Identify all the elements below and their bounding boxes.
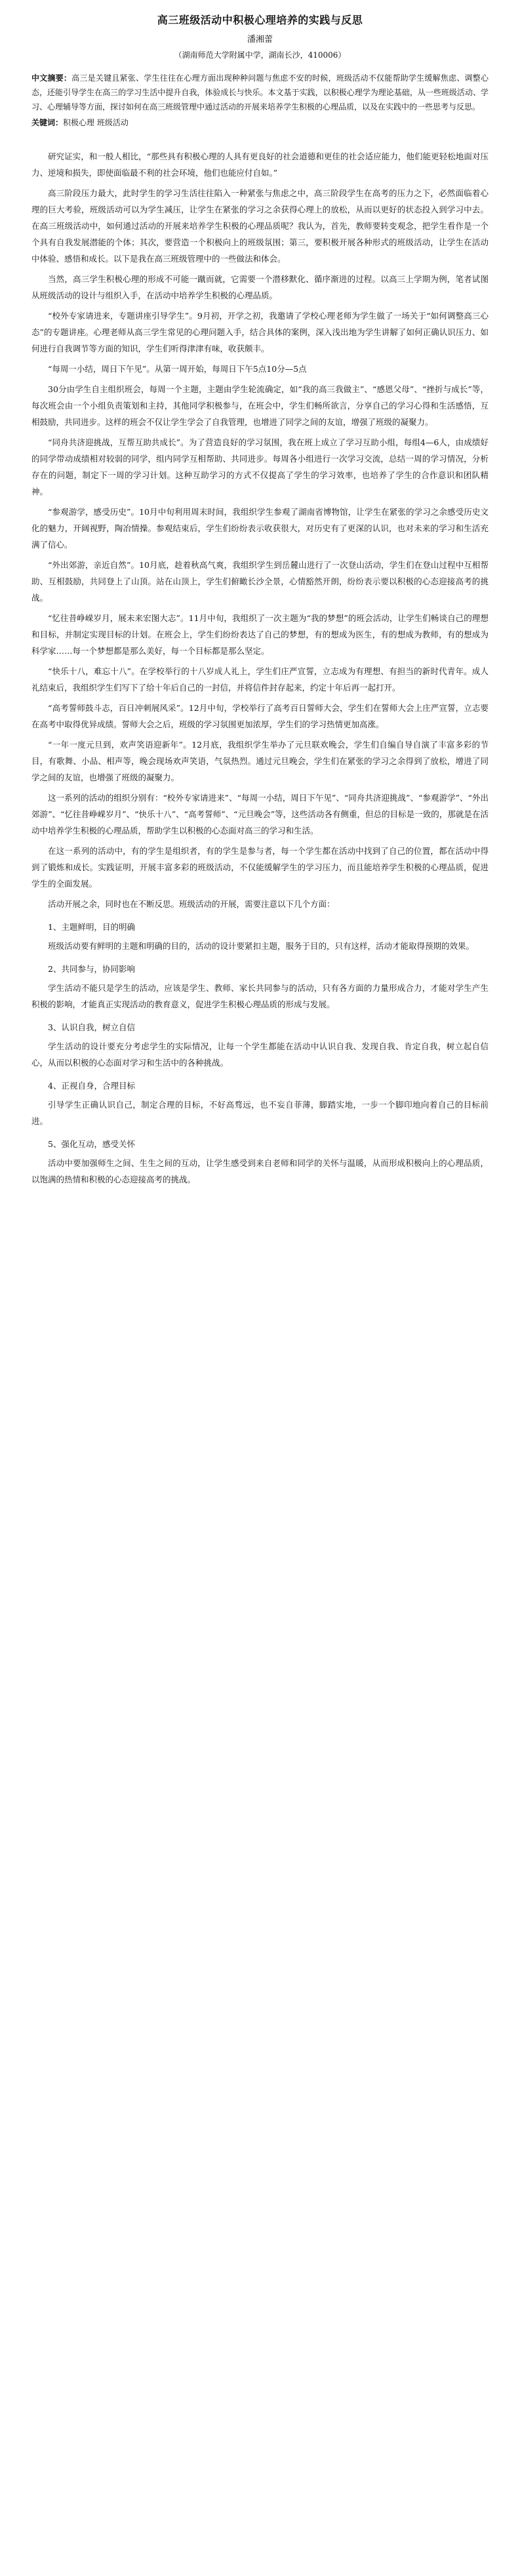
- body-paragraph: “校外专家请进来，专题讲座引导学生”。9月初，开学之初，我邀请了学校心理老师为学生做了一场关于“如何调整高三心态”的专题讲座。心理老师从高三学生常见的心理问题入手，结合具体的案例，深入浅出地为学生讲解了如何正确认识压力、如何进行自我调节等方面的知识，学生们听得津津有味，收获颇丰。: [31, 311, 489, 353]
- body-paragraph: 这一系列的活动的组织分别有：“校外专家请进来”、“每周一小结，周日下午见”、“同舟共济迎挑战”、“参观游学”、“外出郊游”、“忆往昔峥嵘岁月”、“快乐十八”、“高考誓师”、“元旦晚会”等，这些活动各有侧重，但总的目标是一致的，那就是在活动中培养学生积极的心理品质，帮助学生以积极的心态面对高三的学习和生活。: [31, 793, 489, 835]
- body-paragraph: “参观游学，感受历史”。10月中旬利用周末时间，我组织学生参观了湖南省博物馆，让学生在紧张的学习之余感受历史文化的魅力，开阔视野，陶冶情操。参观结束后，学生们纷纷表示收获很大，对历史有了更深的认识，也对未来的学习和生活充满了信心。: [31, 507, 489, 550]
- abstract-label: 中文摘要：: [31, 73, 72, 83]
- keywords-label: 关键词：: [31, 118, 64, 127]
- body-paragraph: 30分由学生自主组织班会，每周一个主题，主题由学生轮流确定，如“我的高三我做主”、“感恩父母”、“挫折与成长”等，每次班会由一个小组负责策划和主持，其他同学积极参与，在班会中，学生们畅所欲言，分享自己的学习心得和生活感悟，互相鼓励，共同进步。这样的班会不仅让学生学会了自我管理，也增进了同学之间的友谊，增强了班级的凝聚力。: [31, 384, 489, 427]
- body-paragraph: “一年一度元旦到，欢声笑语迎新年”。12月底，我组织学生举办了元旦联欢晚会，学生们自编自导自演了丰富多彩的节目，有歌舞、小品、相声等，晚会现场欢声笑语，气氛热烈。通过元旦晚会，学生们在紧张的学习之余得到了放松，增进了同学之间的友谊，也增强了班级的凝聚力。: [31, 740, 489, 782]
- body-paragraph: “外出郊游，亲近自然”。10月底，趁着秋高气爽，我组织学生到岳麓山进行了一次登山活动，学生们在登山过程中互相帮助、互相鼓励，共同登上了山顶。站在山顶上，学生们俯瞰长沙全景，心情豁然开朗，纷纷表示要以积极的心态迎接高考的挑战。: [31, 560, 489, 603]
- body-paragraph: “忆往昔峥嵘岁月，展未来宏图大志”。11月中旬，我组织了一次主题为“我的梦想”的班会活动，让学生们畅谈自己的理想和目标，并制定实现目标的计划。在班会上，学生们纷纷表达了自己的梦想，有的想成为医生，有的想成为教师，有的想成为科学家……每一个梦想都是那么美好，每一个目标都是那么坚定。: [31, 613, 489, 656]
- section-heading: 4、正视自身，合理目标: [48, 1081, 135, 1091]
- body-paragraph: 学生活动不能只是学生的活动，应该是学生、教师、家长共同参与的活动，只有各方面的力量形成合力，才能对学生产生积极的影响，才能真正实现活动的教育意义，促进学生积极心理品质的形成与发展。: [31, 983, 489, 1009]
- body-paragraph: 活动中要加强师生之间、生生之间的互动，让学生感受到来自老师和同学的关怀与温暖，从而形成积极向上的心理品质，以饱满的热情和积极的心态迎接高考的挑战。: [31, 1158, 489, 1184]
- body-paragraph: “高考誓师鼓斗志，百日冲刺展风采”。12月中旬，学校举行了高考百日誓师大会，学生们在誓师大会上庄严宣誓，立志要在高考中取得优异成绩。誓师大会之后，班级的学习氛围更加浓厚，学生们的学习热情更加高涨。: [31, 703, 489, 729]
- body-paragraph: 在这一系列的活动中，有的学生是组织者，有的学生是参与者，每一个学生都在活动中找到了自己的位置，都在活动中得到了锻炼和成长。实践证明，开展丰富多彩的班级活动，不仅能缓解学生的学习压力，而且能培养学生积极的心理品质，促进学生的全面发展。: [31, 846, 489, 889]
- body-paragraph: “同舟共济迎挑战，互帮互助共成长”。为了营造良好的学习氛围，我在班上成立了学习互助小组，每组4—6人，由成绩好的同学带动成绩相对较弱的同学，组内同学互相帮助、共同进步。每周各小组进行一次学习交流，总结一周的学习情况，分析存在的问题，制定下一周的学习计划。这种互助学习的方式不仅提高了学生的学习效率，也培养了学生的合作意识和团队精神。: [31, 437, 489, 496]
- author-affiliation: （湖南师范大学附属中学，湖南长沙，410006）: [174, 50, 346, 60]
- paper-body: [31, 148, 489, 1188]
- keywords-text: 积极心理 班级活动: [63, 118, 129, 127]
- author-name: 潘湘蕾: [247, 35, 273, 45]
- abstract: [31, 71, 489, 114]
- section-heading: 2、共同参与，协同影响: [48, 964, 135, 974]
- body-paragraph: 学生活动的设计要充分考虑学生的实际情况，让每一个学生都能在活动中认识自我、发现自我、肯定自我，树立起自信心，从而以积极的心态面对学习和生活中的各种挑战。: [31, 1041, 489, 1068]
- body-paragraph: “快乐十八，难忘十八”。在学校举行的十八岁成人礼上，学生们庄严宣誓，立志成为有理想、有担当的新时代青年。成人礼结束后，我组织学生们写下了给十年后自己的一封信，并将信件封存起来，约定十年后再一起打开。: [31, 666, 489, 693]
- section-heading: 3、认识自我，树立自信: [48, 1022, 135, 1032]
- keywords: [31, 115, 489, 130]
- section-heading: 1、主题鲜明，目的明确: [48, 922, 135, 932]
- body-paragraph: 研究证实，和一般人相比，“那些具有积极心理的人具有更良好的社会道德和更佳的社会适应能力，他们能更轻松地面对压力、逆境和损失，即使面临最不利的社会环境，他们也能应付自如。”: [31, 151, 489, 178]
- section-heading: 5、强化互动，感受关怀: [48, 1139, 135, 1149]
- body-paragraph: 高三阶段压力最大，此时学生的学习生活往往陷入一种紧张与焦虑之中，高三阶段学生在高考的压力之下，必然面临着心理的巨大考验，班级活动可以为学生减压，让学生在紧张的学习之余获得心理上的放松，从而以更好的状态投入到学习中去。在高三班级活动中，如何通过活动的开展来培养学生积极的心理品质呢？我认为，首先，教师要转变观念，把学生看作是一个个具有自我发展潜能的个体；其次，要营造一个积极向上的班级氛围；第三，要积极开展各种形式的班级活动，让学生在活动中体验、感悟和成长。以下是我在高三班级管理中的一些做法和体会。: [31, 188, 489, 264]
- body-paragraph: 活动开展之余，同时也在不断反思。班级活动的开展，需要注意以下几个方面：: [48, 899, 335, 909]
- body-paragraph: 当然，高三学生积极心理的形成不可能一蹴而就，它需要一个潜移默化、循序渐进的过程。以高三上学期为例，笔者试图从班级活动的设计与组织入手，在活动中培养学生积极的心理品质。: [31, 274, 489, 300]
- abstract-text: 高三是关键且紧张、学生往往在心理方面出现种种问题与焦虑不安的时候，班级活动不仅能帮助学生缓解焦虑、调整心态，还能引导学生在高三的学习生活中提升自我，体验成长与快乐。本文基于实践，以积极心理学为理论基础，从一些班级活动、学习、心理辅导等方面，探讨如何在高三班级管理中通过活动的开展来培养学生积极的心理品质，以及在实践中的一些思考与反思。: [31, 73, 489, 111]
- paper-title: 高三班级活动中积极心理培养的实践与反思: [157, 14, 363, 26]
- body-paragraph: “每周一小结，周日下午见”。从第一周开始，每周日下午5点10分—5点: [48, 364, 307, 374]
- body-paragraph: 班级活动要有鲜明的主题和明确的目的，活动的设计要紧扣主题，服务于目的，只有这样，活动才能取得预期的效果。: [48, 941, 475, 951]
- body-paragraph: 引导学生正确认识自己，制定合理的目标，不好高骛远，也不妄自菲薄，脚踏实地，一步一个脚印地向着自己的目标前进。: [31, 1100, 489, 1126]
